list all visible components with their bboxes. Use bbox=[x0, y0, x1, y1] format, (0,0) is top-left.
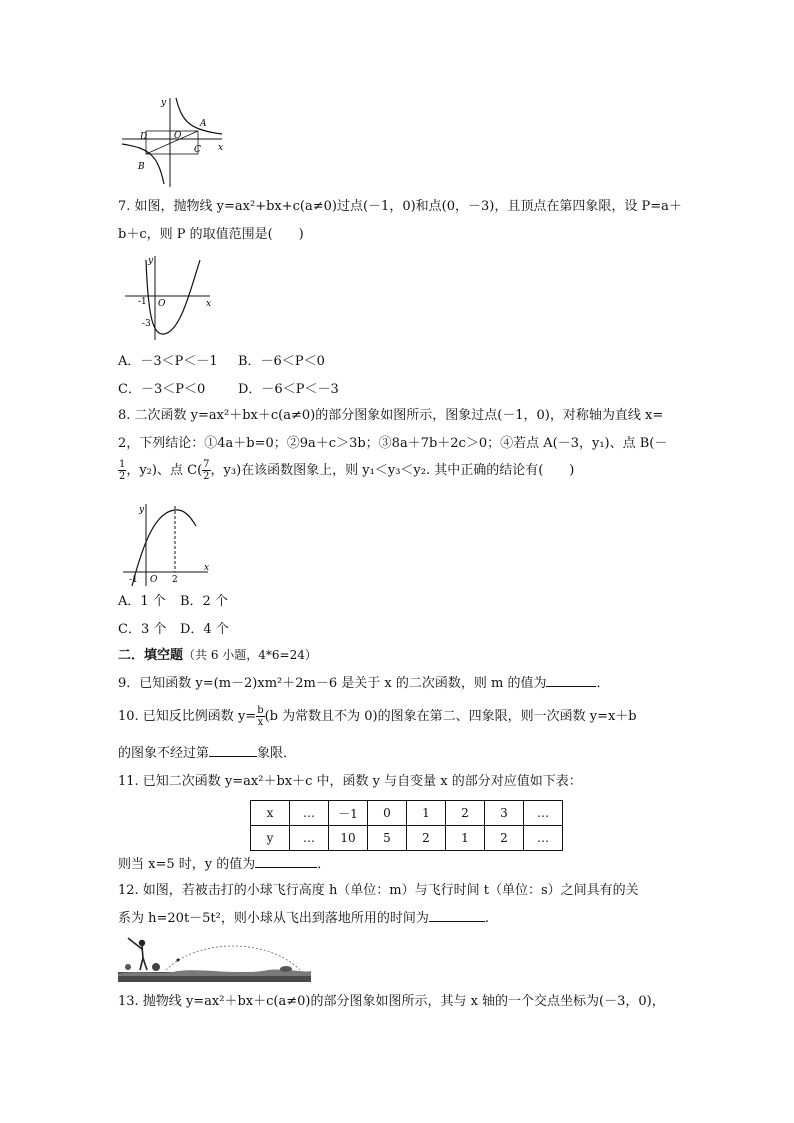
q10-frac-numerator: b bbox=[257, 705, 264, 716]
table-cell: －1 bbox=[329, 801, 368, 826]
fig7-label-x: x bbox=[206, 299, 212, 309]
q7-option-c[interactable]: C．－3＜P＜0 bbox=[118, 382, 206, 397]
q8-line3 bbox=[118, 458, 574, 484]
fig8-label-o: O bbox=[150, 575, 158, 585]
q10-frac-denominator: x bbox=[257, 717, 264, 728]
q8-option-b[interactable]: B．2 个 bbox=[180, 594, 228, 609]
fig6-label-b: B bbox=[138, 162, 145, 172]
fig6-label-y: y bbox=[161, 98, 167, 108]
golf-picture bbox=[118, 936, 311, 982]
q7-option-b[interactable]: B．－6＜P＜0 bbox=[238, 354, 325, 369]
q8-fraction-seven-halves bbox=[202, 459, 210, 482]
figure-q8 bbox=[120, 500, 215, 588]
q13-line1: 13. 抛物线 y=ax²＋bx＋c(a≠0)的部分图象如图所示，其与 x 轴的一个交点坐标为(－3，0)， bbox=[118, 994, 665, 1009]
q11-answer-blank[interactable] bbox=[255, 867, 317, 868]
table-cell: 5 bbox=[368, 826, 407, 851]
table-cell: … bbox=[290, 826, 329, 851]
fig6-label-c: C bbox=[194, 145, 201, 155]
q10-answer-blank[interactable] bbox=[209, 756, 257, 757]
q9-answer-blank[interactable] bbox=[546, 686, 596, 687]
q10-line2-pre: 的图象不经过第 bbox=[118, 746, 210, 761]
q8-line3-part-a: ，y₂)、点 C( bbox=[126, 463, 203, 478]
q11-value-table bbox=[250, 800, 563, 851]
table-row-y bbox=[251, 826, 563, 851]
section-2-note: （共 6 小题，4*6=24） bbox=[183, 648, 317, 662]
figure-q6 bbox=[118, 92, 230, 190]
q7-line1: 7. 如图，抛物线 y=ax²+bx+c(a≠0)过点(－1，0)和点(0，－3)，且顶点在第四象限，设 P=a＋ bbox=[118, 199, 682, 214]
fig8-label-x: x bbox=[204, 563, 210, 573]
fig6-label-x: x bbox=[218, 143, 224, 153]
q11-text: 11. 已知二次函数 y=ax²＋bx＋c 中，函数 y 与自变量 x 的部分对应值如下表： bbox=[118, 774, 582, 789]
q10-line2 bbox=[118, 745, 296, 763]
table-cell: 2 bbox=[485, 826, 524, 851]
table-cell: 2 bbox=[446, 801, 485, 826]
figure-q7 bbox=[122, 252, 217, 342]
q12-line1: 12. 如图，若被击打的小球飞行高度 h（单位：m）与飞行时间 t（单位：s）之间具有的关 bbox=[118, 883, 639, 898]
table-cell: y bbox=[251, 826, 290, 851]
table-cell: … bbox=[524, 801, 563, 826]
q12-line2-end: . bbox=[484, 911, 490, 926]
fig8-label-2: 2 bbox=[172, 575, 178, 585]
table-cell: 1 bbox=[407, 801, 446, 826]
fig7-label-o: O bbox=[158, 299, 166, 309]
table-cell: … bbox=[290, 801, 329, 826]
q7-option-a[interactable]: A．－3＜P＜－1 bbox=[118, 354, 218, 369]
section-2-heading bbox=[118, 646, 317, 665]
q8-line2: 2，下列结论：①4a＋b=0；②9a＋c＞3b；③8a＋7b＋2c＞0；④若点 A(－3，y₁)、点 B(－ bbox=[118, 436, 668, 451]
q10-line1 bbox=[118, 704, 637, 730]
section-2-title: 二．填空题 bbox=[118, 648, 184, 663]
fig7-label-m1: -1 bbox=[138, 297, 147, 307]
q8-frac1-denominator: 2 bbox=[119, 471, 126, 482]
table-cell: 0 bbox=[368, 801, 407, 826]
q10-line2-post: 象限． bbox=[257, 746, 297, 761]
fig8-label-m1: -1 bbox=[129, 575, 138, 585]
q9-end: ． bbox=[596, 676, 610, 691]
q8-option-d[interactable]: D．4 个 bbox=[180, 622, 229, 637]
q8-line1: 8. 二次函数 y=ax²＋bx＋c(a≠0)的部分图象如图所示，图象过点(－1，0)，对称轴为直线 x= bbox=[118, 408, 664, 423]
q8-frac2-denominator: 2 bbox=[203, 471, 210, 482]
q7-option-d[interactable]: D．－6＜P＜－3 bbox=[238, 382, 339, 397]
q10-fraction bbox=[256, 705, 264, 728]
table-cell: 1 bbox=[446, 826, 485, 851]
q8-frac1-numerator: 1 bbox=[119, 459, 126, 470]
q8-line3-part-b: ，y₃)在该函数图象上，则 y₁＜y₃＜y₂. 其中正确的结论有( ) bbox=[210, 463, 575, 478]
table-row-x bbox=[251, 801, 563, 826]
table-cell: 2 bbox=[407, 826, 446, 851]
q8-option-c[interactable]: C．3 个 bbox=[118, 622, 167, 637]
fig8-label-y: y bbox=[139, 505, 145, 515]
q9 bbox=[118, 675, 609, 693]
q10-post: (b 为常数且不为 0)的图象在第二、四象限，则一次函数 y=x＋b bbox=[264, 709, 637, 724]
fig6-label-d: D bbox=[140, 132, 148, 142]
q8-option-a[interactable]: A．1 个 bbox=[118, 594, 166, 609]
table-cell: x bbox=[251, 801, 290, 826]
q11-answer-line bbox=[118, 856, 330, 874]
q7-line2: b＋c，则 P 的取值范围是( ) bbox=[118, 227, 304, 242]
q10-pre: 10. 已知反比例函数 y= bbox=[118, 709, 257, 724]
q11-answer-pre: 则当 x=5 时，y 的值为 bbox=[118, 857, 256, 872]
q12-answer-blank[interactable] bbox=[429, 921, 485, 922]
q12-line2-pre: 系为 h=20t－5t²，则小球从飞出到落地所用的时间为 bbox=[118, 911, 429, 926]
q11-answer-end: ． bbox=[317, 857, 331, 872]
q9-text: 9．已知函数 y=(m－2)xm²＋2m－6 是关于 x 的二次函数，则 m 的值为 bbox=[118, 676, 547, 691]
table-cell: … bbox=[524, 826, 563, 851]
table-cell: 10 bbox=[329, 826, 368, 851]
fig6-label-a: A bbox=[200, 119, 207, 129]
table-cell: 3 bbox=[485, 801, 524, 826]
q8-frac2-numerator: 7 bbox=[203, 459, 210, 470]
fig7-label-y: y bbox=[148, 256, 154, 266]
fig7-label-m3: -3 bbox=[142, 319, 151, 329]
fig6-label-o: O bbox=[174, 131, 182, 141]
q12-line2 bbox=[118, 910, 489, 928]
